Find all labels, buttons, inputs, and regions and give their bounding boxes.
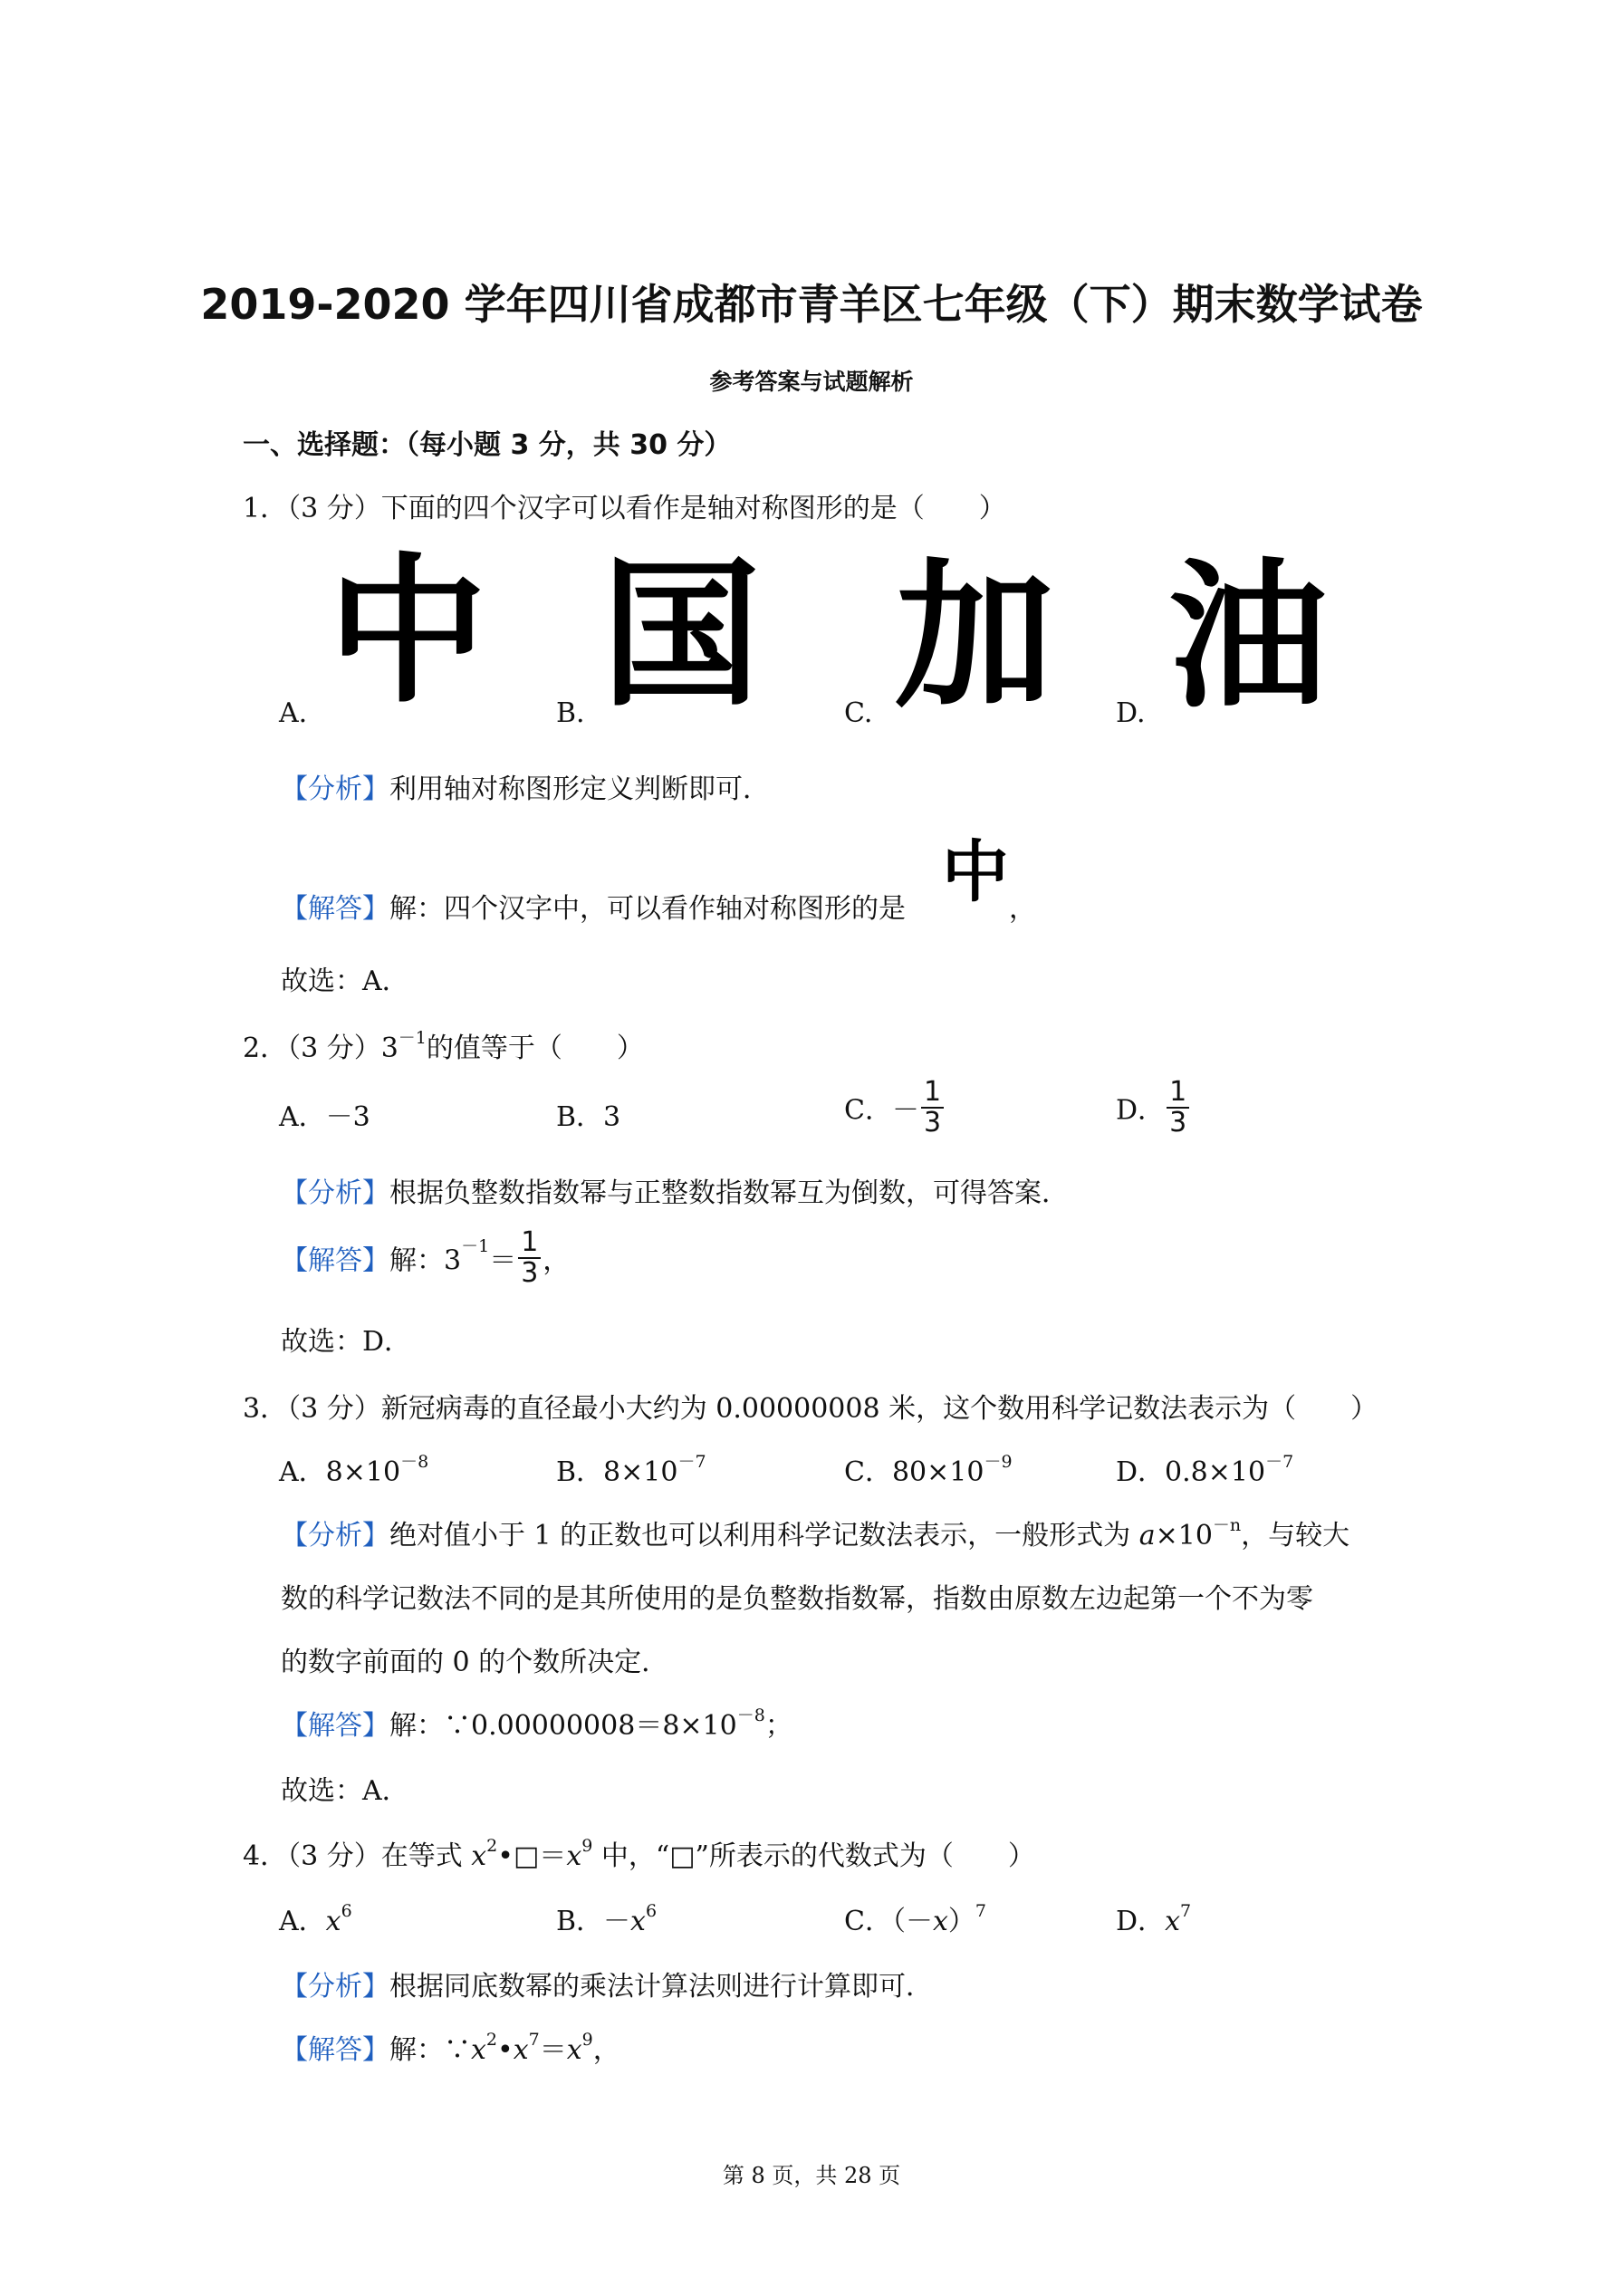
- solution-tag: 【解答】: [281, 893, 389, 925]
- q4-option-c: C．$(-x)^7$: [844, 1901, 986, 1937]
- q3-analysis-line-2: 数的科学记数法不同的是其所使用的是负整数指数幂，指数由原数左边起第一个不为零: [281, 1583, 1313, 1615]
- q1-option-a-char: 中: [328, 539, 488, 725]
- q3-option-a: A．$8\times 10^{-8}$: [279, 1452, 429, 1488]
- q1-option-a-label: A.: [279, 697, 308, 729]
- q3-analysis-line-1: 【分析】绝对值小于 1 的正数也可以利用科学记数法表示，一般形式为 $a\times 10^{-n}$，与较大: [281, 1515, 1350, 1551]
- fraction-one-third: $\frac{1}{3}$: [1167, 1078, 1189, 1137]
- page-subtitle: 参考答案与试题解析: [709, 369, 914, 395]
- q1-option-b-label: B.: [556, 697, 585, 729]
- analysis-tag: 【分析】: [281, 773, 389, 805]
- q4-option-d: D．$x^7$: [1116, 1901, 1192, 1937]
- fraction-one-third: $\frac{1}{3}$: [518, 1228, 541, 1287]
- q1-solution-char: 中: [942, 833, 1009, 911]
- q1-option-c-label: C.: [844, 697, 873, 729]
- q1-option-d-char: 油: [1168, 544, 1329, 730]
- section-heading: 一、选择题：（每小题 3 分，共 30 分）: [243, 429, 732, 461]
- q1-option-c-char: 加: [895, 544, 1055, 730]
- q3-option-d: D．$0.8\times 10^{-7}$: [1116, 1452, 1294, 1488]
- q1-choose: 故选：A．: [281, 965, 409, 997]
- q2-solution: 【解答】解：$3^{-1}=$ $\frac{1}{3}$ ，: [281, 1226, 571, 1289]
- q3-stem: 3．（3 分）新冠病毒的直径最小大约为 0.00000008 米，这个数用科学记数法表示为（ ）: [243, 1393, 1378, 1425]
- q2-option-d: D． $\frac{1}{3}$: [1116, 1078, 1191, 1137]
- q4-option-a: A．$x^6$: [279, 1901, 352, 1937]
- q3-analysis-line-3: 的数字前面的 0 的个数所决定．: [281, 1647, 669, 1678]
- q2-option-c: C．－ $\frac{1}{3}$: [844, 1078, 946, 1137]
- q1-solution-suffix: ，: [1009, 893, 1036, 925]
- q1-analysis: [281, 766, 770, 806]
- q4-analysis: 【分析】根据同底数幂的乘法计算法则进行计算即可．: [281, 1971, 933, 2003]
- q2-choose: 故选：D．: [281, 1326, 412, 1358]
- page-footer: 第 8 页，共 28 页: [722, 2163, 901, 2188]
- q1-option-b-char: 国: [601, 543, 762, 728]
- q2-analysis: 【分析】根据负整数指数幂与正整数指数幂互为倒数，可得答案．: [281, 1177, 1069, 1209]
- q3-choose: 故选：A．: [281, 1775, 409, 1807]
- q4-solution: 【解答】解：$\because x^2•x^7=x^9$，: [281, 2030, 620, 2066]
- q1-analysis-text: 利用轴对称图形定义判断即可．: [389, 773, 770, 805]
- fraction-one-third: $\frac{1}{3}$: [921, 1078, 944, 1137]
- q4-stem: 4．（3 分）在等式 $x^2•□=x^9$ 中，“□”所表示的代数式为（ ）: [243, 1836, 1035, 1872]
- q2-option-a: A．－3: [279, 1101, 370, 1133]
- q3-option-c: C．$80\times 10^{-9}$: [844, 1452, 1013, 1488]
- q4-option-b: B．$-x^6$: [556, 1901, 658, 1937]
- q1-stem: 1．（3 分）下面的四个汉字可以看作是轴对称图形的是（ ）: [243, 493, 1006, 524]
- q1-solution-text: 解：四个汉字中，可以看作轴对称图形的是: [389, 893, 906, 925]
- q3-solution: 【解答】解：$\because 0.00000008=8\times 10^{-8}$；: [281, 1705, 792, 1742]
- q2-stem: 2．（3 分）$3^{-1}$的值等于（ ）: [243, 1028, 644, 1064]
- q3-option-b: B．$8\times 10^{-7}$: [556, 1452, 706, 1488]
- q1-option-d-label: D.: [1116, 697, 1146, 729]
- q2-option-b: B．3: [556, 1101, 621, 1133]
- q1-solution: [281, 886, 906, 926]
- page-title: 2019-2020 学年四川省成都市青羊区七年级（下）期末数学试卷: [200, 280, 1423, 329]
